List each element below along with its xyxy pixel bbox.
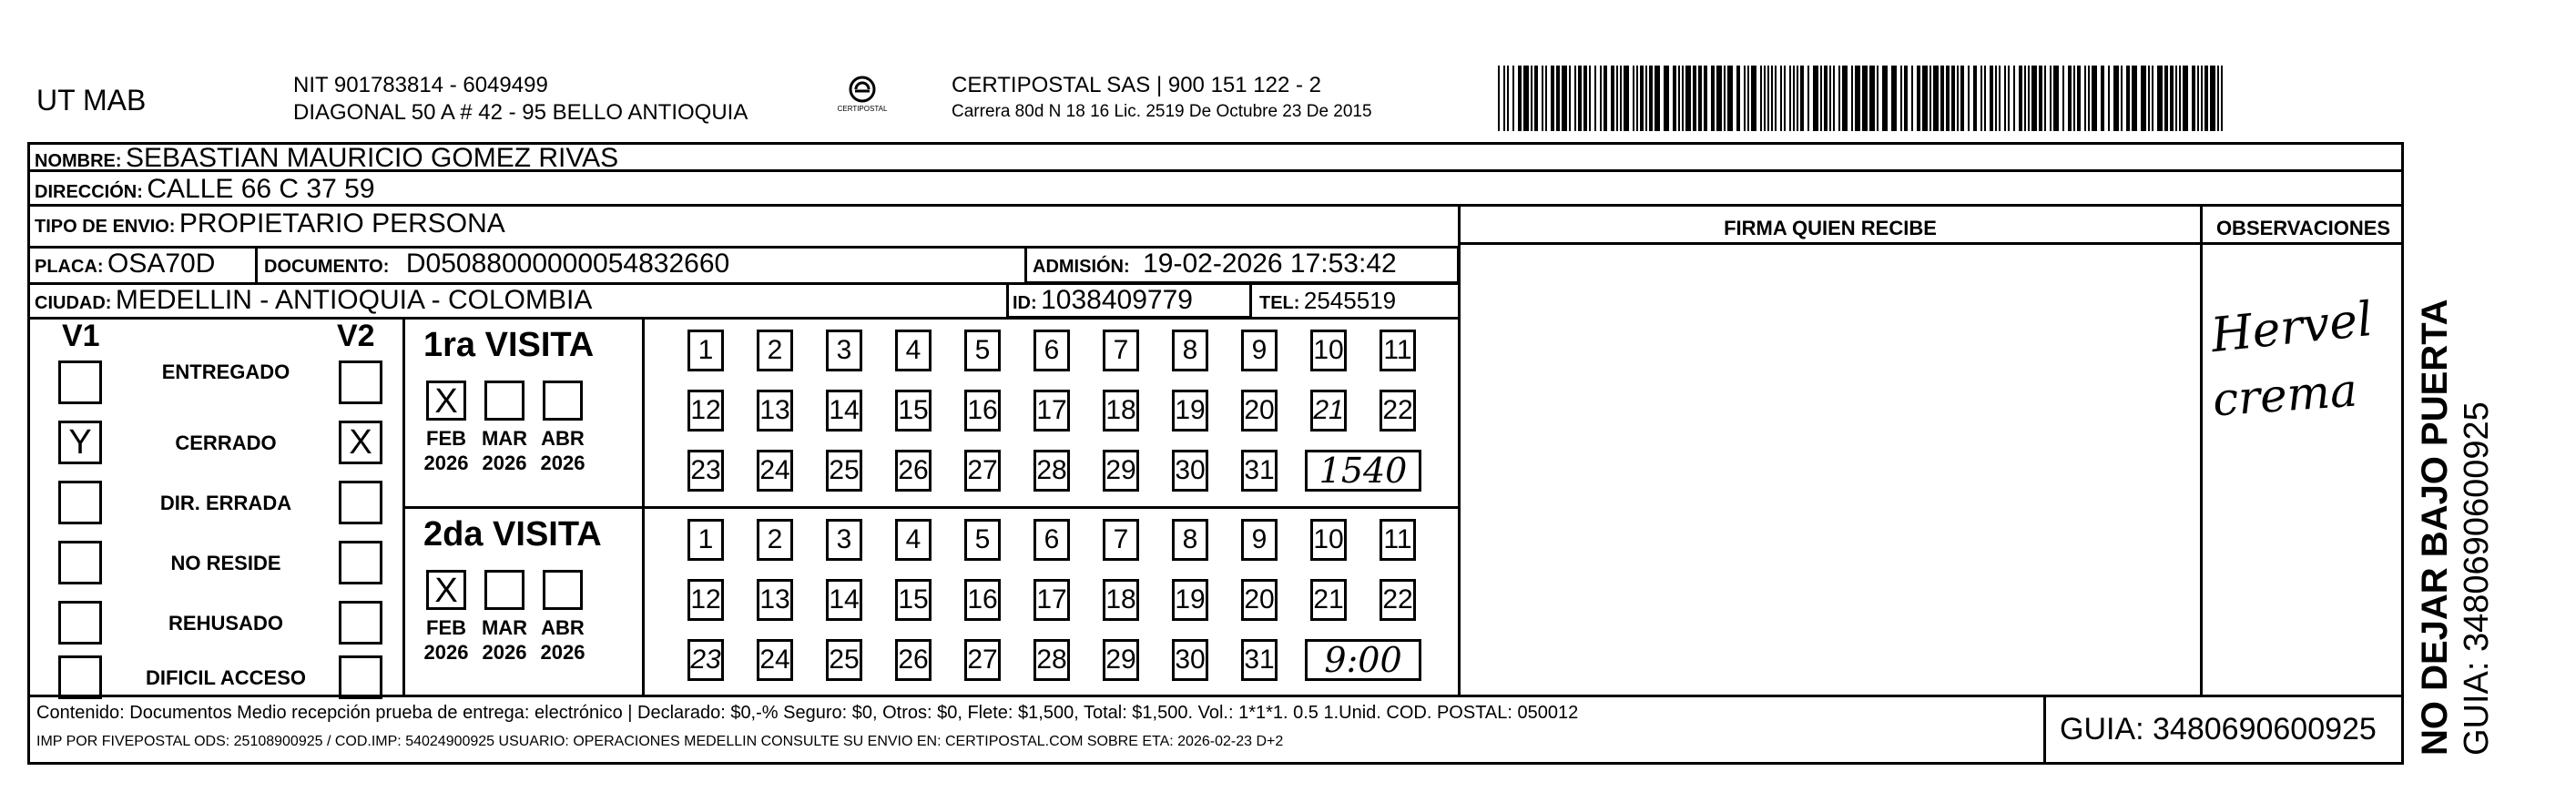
tel-field xyxy=(1259,287,1396,315)
visit2-day-box[interactable]: 30 xyxy=(1172,639,1208,681)
visit2-day-box[interactable]: 16 xyxy=(964,579,1001,621)
status-label: DIFICIL ACCESO xyxy=(145,666,306,689)
barcode-bar xyxy=(1600,66,1602,131)
v2-checkbox[interactable] xyxy=(339,655,382,699)
visit2-day-box[interactable]: 28 xyxy=(1033,639,1070,681)
barcode-bar xyxy=(1833,66,1835,131)
barcode-bar xyxy=(1862,66,1868,131)
barcode-bar xyxy=(1698,66,1702,131)
placa-label: PLACA: xyxy=(35,257,104,277)
barcode-bar xyxy=(1999,66,2001,131)
barcode-bar xyxy=(2013,66,2015,131)
visit2-day-box[interactable]: 18 xyxy=(1103,579,1139,621)
visit1-month-checkbox[interactable]: X xyxy=(426,381,466,421)
barcode-bar xyxy=(2053,66,2059,131)
admision-field xyxy=(1033,249,1397,279)
barcode-bar xyxy=(2092,66,2097,131)
status-label: ENTREGADO xyxy=(161,360,290,383)
visit1-day-box[interactable]: 30 xyxy=(1172,450,1208,492)
visit1-day-box[interactable]: 9 xyxy=(1241,330,1278,371)
barcode-bar xyxy=(2132,66,2137,131)
barcode-bar xyxy=(1869,66,1875,131)
barcode-bar xyxy=(1968,66,1970,131)
signature-area[interactable] xyxy=(1461,246,2198,692)
visit2-day-box[interactable]: 31 xyxy=(1241,639,1278,681)
visit2-month-year: 2026 xyxy=(540,641,585,664)
visit2-month-name: FEB xyxy=(426,616,466,639)
observaciones-label: OBSERVACIONES xyxy=(2215,217,2391,239)
barcode-bar xyxy=(2141,66,2146,131)
visit2-month-label xyxy=(535,615,590,665)
visit1-day-box[interactable]: 6 xyxy=(1033,330,1070,371)
barcode-bar xyxy=(1583,66,1587,131)
visit2-month-checkbox[interactable] xyxy=(543,570,583,610)
barcode-bar xyxy=(1929,66,1931,131)
barcode-bar xyxy=(1855,66,1860,131)
barcode-bar xyxy=(1716,66,1722,131)
barcode-bar xyxy=(2164,66,2168,131)
visit2-day-box[interactable]: 1 xyxy=(687,519,724,561)
barcode-bar xyxy=(2084,66,2086,131)
placa-field xyxy=(35,249,215,279)
footer-imp: IMP POR FIVEPOSTAL ODS: 25108900925 / COD.IMP: 54024900925 USUARIO: OPERACIONES MEDELLIN CONSULTE SU ENVIO EN: CERTIPOSTAL.COM SOBRE ETA: 2026-02-23 D+2 xyxy=(36,734,1284,749)
visit2-month-label xyxy=(419,615,473,665)
barcode-bar xyxy=(1693,66,1696,131)
visit1-day-box[interactable]: 1 xyxy=(687,330,724,371)
barcode-bar xyxy=(2077,66,2081,131)
side-guia: GUIA: 3480690600925 xyxy=(2458,401,2496,756)
barcode-bar xyxy=(1775,66,1777,131)
barcode-bar xyxy=(1551,66,1554,131)
barcode-bar xyxy=(1973,66,1977,131)
v2-checkbox[interactable] xyxy=(339,541,382,584)
visit2-month-name: MAR xyxy=(481,616,528,639)
v1-checkbox[interactable]: Y xyxy=(58,421,102,464)
barcode-bar xyxy=(2108,66,2110,131)
tel-value: 2545519 xyxy=(1303,287,1397,314)
barcode-bar xyxy=(1569,66,1571,131)
barcode-bar xyxy=(1882,66,1888,131)
visit1-time-box[interactable]: 1540 xyxy=(1305,450,1421,492)
row-divider xyxy=(1458,242,2404,245)
status-label: DIR. ERRADA xyxy=(159,492,292,514)
visit2-time-box[interactable]: 9:00 xyxy=(1305,639,1421,681)
visit1-title: 1ra VISITA xyxy=(423,326,595,364)
visit2-day-box[interactable]: 15 xyxy=(895,579,932,621)
barcode-bar xyxy=(1917,66,1920,131)
barcode-bar xyxy=(1503,66,1505,131)
visit2-month-checkbox[interactable]: X xyxy=(426,570,466,610)
barcode-bar xyxy=(1767,66,1769,131)
barcode-bar xyxy=(1911,66,1913,131)
barcode-bar xyxy=(2088,66,2090,131)
visit2-day-box[interactable]: 6 xyxy=(1033,519,1070,561)
id-value: 1038409779 xyxy=(1041,285,1193,315)
visit2-day-box[interactable]: 25 xyxy=(826,639,862,681)
barcode-bar xyxy=(2050,66,2052,131)
visit1-day-box[interactable]: 28 xyxy=(1033,450,1070,492)
visit1-day-box[interactable]: 7 xyxy=(1103,330,1139,371)
visit1-day-box[interactable]: 21 xyxy=(1310,390,1347,432)
documento-value: D05088000000054832660 xyxy=(405,249,730,279)
side-notice xyxy=(2413,100,2497,756)
barcode-bar xyxy=(1807,66,1809,131)
visit1-day-box[interactable]: 25 xyxy=(826,450,862,492)
visit2-day-box[interactable]: 8 xyxy=(1172,519,1208,561)
id-label: ID: xyxy=(1013,293,1037,313)
barcode-bar xyxy=(2152,66,2153,131)
barcode-bar xyxy=(1518,66,1522,131)
v2-checkbox[interactable] xyxy=(339,481,382,524)
barcode-bar xyxy=(1980,66,1982,131)
barcode-bar xyxy=(1624,66,1629,131)
visit1-day-box[interactable]: 23 xyxy=(687,450,724,492)
barcode-bar xyxy=(2221,66,2223,131)
status-label: REHUSADO xyxy=(168,612,283,635)
visit2-month-checkbox[interactable] xyxy=(484,570,524,610)
barcode-bar xyxy=(1940,66,1944,131)
visit1-day-box[interactable]: 20 xyxy=(1241,390,1278,432)
col-divider xyxy=(255,248,258,282)
barcode-bar xyxy=(1542,66,1543,131)
status-label: NO RESIDE xyxy=(170,552,281,574)
visit2-day-box[interactable]: 19 xyxy=(1172,579,1208,621)
visit2-day-box[interactable]: 26 xyxy=(895,639,932,681)
v1-checkbox[interactable] xyxy=(58,481,102,524)
barcode-bar xyxy=(1531,66,1532,131)
barcode-bar xyxy=(1556,66,1560,131)
visit2-day-box[interactable]: 13 xyxy=(757,579,793,621)
visit2-day-box[interactable]: 27 xyxy=(964,639,1001,681)
visit2-day-box[interactable]: 23 xyxy=(687,639,724,681)
visit1-day-box[interactable]: 29 xyxy=(1103,450,1139,492)
visit1-month-year: 2026 xyxy=(423,452,469,474)
visit1-day-box[interactable]: 27 xyxy=(964,450,1001,492)
barcode-bar xyxy=(1678,66,1680,131)
visit2-day-box[interactable]: 10 xyxy=(1310,519,1347,561)
barcode-bar xyxy=(1604,66,1607,131)
barcode-bar xyxy=(1736,66,1740,131)
visit1-month-checkbox[interactable] xyxy=(484,381,524,421)
barcode-bar xyxy=(2039,66,2042,131)
visit2-day-box[interactable]: 29 xyxy=(1103,639,1139,681)
visit1-day-box[interactable]: 4 xyxy=(895,330,932,371)
visit2-day-box[interactable]: 11 xyxy=(1380,519,1416,561)
id-field xyxy=(1013,285,1193,316)
visit1-day-box[interactable]: 16 xyxy=(964,390,1001,432)
barcode-bar xyxy=(1578,66,1582,131)
barcode-bar xyxy=(1640,66,1644,131)
barcode-bar xyxy=(1534,66,1538,131)
placa-value: OSA70D xyxy=(107,249,216,279)
visit1-day-box[interactable]: 26 xyxy=(895,450,932,492)
barcode-bar xyxy=(1900,66,1902,131)
barcode-bar xyxy=(2197,66,2199,131)
visit1-day-box[interactable]: 15 xyxy=(895,390,932,432)
visit1-month-label xyxy=(477,426,532,475)
barcode-bar xyxy=(1960,66,1964,131)
admision-label: ADMISIÓN: xyxy=(1033,257,1130,277)
visit2-day-box[interactable]: 21 xyxy=(1310,579,1347,621)
barcode-bar xyxy=(1842,66,1848,131)
barcode-bar xyxy=(1747,66,1749,131)
tipo-field xyxy=(35,208,505,239)
barcode-bar xyxy=(2192,66,2195,131)
documento-field xyxy=(264,249,729,279)
visit1-day-box[interactable]: 10 xyxy=(1310,330,1347,371)
barcode-bar xyxy=(1951,66,1955,131)
sender-name: UT MAB xyxy=(36,84,147,117)
barcode-bar xyxy=(1984,66,1986,131)
direccion-label: DIRECCIÓN: xyxy=(35,182,143,202)
v1-checkbox[interactable] xyxy=(58,655,102,699)
col-divider xyxy=(2200,206,2203,696)
barcode-bar xyxy=(1673,66,1676,131)
admision-value: 19-02-2026 17:53:42 xyxy=(1143,249,1397,279)
barcode-bar xyxy=(1946,66,1950,131)
ciudad-field xyxy=(35,285,592,316)
barcode-bar xyxy=(1877,66,1879,131)
v1-checkbox[interactable] xyxy=(58,360,102,404)
visit2-day-box[interactable]: 24 xyxy=(757,639,793,681)
barcode-bar xyxy=(2210,66,2215,131)
tipo-label: TIPO DE ENVIO: xyxy=(35,217,176,237)
barcode-bar xyxy=(1780,66,1782,131)
barcode xyxy=(1498,66,2226,131)
direccion-value: CALLE 66 C 37 59 xyxy=(147,174,375,204)
barcode-bar xyxy=(2175,66,2177,131)
tipo-value: PROPIETARIO PERSONA xyxy=(178,208,505,239)
barcode-bar xyxy=(1744,66,1746,131)
sender-nit: NIT 901783814 - 6049499 xyxy=(293,73,548,97)
barcode-bar xyxy=(2204,66,2208,131)
barcode-bar xyxy=(2062,66,2064,131)
documento-label: DOCUMENTO: xyxy=(264,257,390,277)
row-divider xyxy=(27,695,2404,697)
v2-checkbox[interactable]: X xyxy=(339,421,382,464)
row-divider xyxy=(27,204,2404,207)
visit1-month-label xyxy=(535,426,590,475)
barcode-bar xyxy=(1589,66,1591,131)
barcode-bar xyxy=(1574,66,1576,131)
barcode-bar xyxy=(1760,66,1762,131)
v1-checkbox[interactable] xyxy=(58,601,102,645)
barcode-bar xyxy=(1498,66,1500,131)
visit1-month-name: ABR xyxy=(541,427,585,450)
barcode-bar xyxy=(2201,66,2203,131)
visit1-month-year: 2026 xyxy=(540,452,585,474)
barcode-bar xyxy=(1727,66,1733,131)
barcode-bar xyxy=(1820,66,1822,131)
barcode-bar xyxy=(2121,66,2123,131)
visit1-day-box[interactable]: 14 xyxy=(826,390,862,432)
barcode-bar xyxy=(2179,66,2181,131)
barcode-bar xyxy=(2157,66,2163,131)
visit1-day-box[interactable]: 18 xyxy=(1103,390,1139,432)
col-divider xyxy=(2043,696,2046,765)
barcode-bar xyxy=(2217,66,2219,131)
nombre-value: SEBASTIAN MAURICIO GOMEZ RIVAS xyxy=(126,143,619,173)
company-license: Carrera 80d N 18 16 Lic. 2519 De Octubre 23 De 2015 xyxy=(952,102,1372,121)
visit2-month-year: 2026 xyxy=(482,641,527,664)
barcode-bar xyxy=(1824,66,1828,131)
barcode-bar xyxy=(1784,66,1786,131)
visit1-month-label xyxy=(419,426,473,475)
barcode-bar xyxy=(1649,66,1653,131)
barcode-bar xyxy=(1655,66,1660,131)
barcode-bar xyxy=(2044,66,2046,131)
barcode-bar xyxy=(2073,66,2075,131)
barcode-bar xyxy=(1682,66,1684,131)
barcode-bar xyxy=(2004,66,2006,131)
v2-header: V2 xyxy=(337,319,375,353)
barcode-bar xyxy=(1891,66,1897,131)
barcode-bar xyxy=(1793,66,1795,131)
direccion-field xyxy=(35,174,375,205)
v2-checkbox[interactable] xyxy=(339,360,382,404)
barcode-bar xyxy=(1523,66,1529,131)
barcode-bar xyxy=(1990,66,1993,131)
barcode-bar xyxy=(1829,66,1831,131)
visit2-day-box[interactable]: 14 xyxy=(826,579,862,621)
visit2-title: 2da VISITA xyxy=(423,515,602,553)
barcode-bar xyxy=(1933,66,1939,131)
visit2-day-box[interactable]: 22 xyxy=(1380,579,1416,621)
visit1-day-box[interactable]: 19 xyxy=(1172,390,1208,432)
barcode-bar xyxy=(1616,66,1618,131)
barcode-bar xyxy=(2028,66,2030,131)
visit1-day-box[interactable]: 31 xyxy=(1241,450,1278,492)
barcode-bar xyxy=(2113,66,2119,131)
visit1-month-year: 2026 xyxy=(482,452,527,474)
visit1-day-box[interactable]: 2 xyxy=(757,330,793,371)
barcode-bar xyxy=(2031,66,2037,131)
visit1-day-box[interactable]: 8 xyxy=(1172,330,1208,371)
v1-header: V1 xyxy=(62,319,100,353)
barcode-bar xyxy=(1594,66,1596,131)
barcode-bar xyxy=(2183,66,2188,131)
visit1-day-box[interactable]: 22 xyxy=(1380,390,1416,432)
barcode-bar xyxy=(2170,66,2174,131)
svg-text:CERTIPOSTAL: CERTIPOSTAL xyxy=(837,105,888,113)
visit2-day-box[interactable]: 20 xyxy=(1241,579,1278,621)
nombre-label: NOMBRE: xyxy=(35,151,122,171)
visit1-day-box[interactable]: 17 xyxy=(1033,390,1070,432)
barcode-bar xyxy=(1851,66,1853,131)
visit1-day-box[interactable]: 5 xyxy=(964,330,1001,371)
barcode-bar xyxy=(2101,66,2104,131)
nombre-field xyxy=(35,143,618,174)
side-no-dejar: NO DEJAR BAJO PUERTA xyxy=(2415,299,2455,756)
barcode-bar xyxy=(1922,66,1928,131)
ciudad-value: MEDELLIN - ANTIOQUIA - COLOMBIA xyxy=(115,285,593,315)
visit2-day-box[interactable]: 3 xyxy=(826,519,862,561)
barcode-bar xyxy=(1789,66,1791,131)
visit2-day-box[interactable]: 7 xyxy=(1103,519,1139,561)
barcode-bar xyxy=(2148,66,2150,131)
company-name: CERTIPOSTAL SAS | 900 151 122 - 2 xyxy=(952,73,1321,97)
visit1-day-box[interactable]: 12 xyxy=(687,390,724,432)
barcode-bar xyxy=(1957,66,1959,131)
barcode-bar xyxy=(1685,66,1691,131)
barcode-bar xyxy=(1724,66,1726,131)
visit2-day-box[interactable]: 17 xyxy=(1033,579,1070,621)
barcode-bar xyxy=(1545,66,1547,131)
barcode-bar xyxy=(1512,66,1514,131)
barcode-bar xyxy=(1620,66,1622,131)
barcode-bar xyxy=(1562,66,1567,131)
v1-checkbox[interactable] xyxy=(58,541,102,584)
tel-label: TEL: xyxy=(1259,293,1300,313)
barcode-bar xyxy=(1995,66,1997,131)
v2-checkbox[interactable] xyxy=(339,601,382,645)
barcode-bar xyxy=(1764,66,1766,131)
barcode-bar xyxy=(1771,66,1773,131)
row-divider xyxy=(402,506,1459,509)
barcode-bar xyxy=(2126,66,2130,131)
barcode-bar xyxy=(1813,66,1818,131)
visit1-day-box[interactable]: 13 xyxy=(757,390,793,432)
barcode-bar xyxy=(2068,66,2072,131)
ciudad-label: CIUDAD: xyxy=(35,293,112,313)
visit1-day-box[interactable]: 24 xyxy=(757,450,793,492)
visit2-day-box[interactable]: 4 xyxy=(895,519,932,561)
barcode-bar xyxy=(1633,66,1634,131)
barcode-bar xyxy=(1704,66,1707,131)
barcode-bar xyxy=(1711,66,1715,131)
barcode-bar xyxy=(1664,66,1669,131)
visit2-day-box[interactable]: 12 xyxy=(687,579,724,621)
footer-contenido: Contenido: Documentos Medio recepción prueba de entrega: electrónico | Declarado: $0,-% Seguro: $0, Otros: $0, Flete: $1,500, Total: $1,500. Vol.: 1*1*1. 0.5 1.Unid. COD. POSTAL: 050012 xyxy=(36,703,1579,723)
visit2-month-year: 2026 xyxy=(423,641,469,664)
barcode-bar xyxy=(1904,66,1908,131)
visit1-day-box[interactable]: 11 xyxy=(1380,330,1416,371)
visit2-month-name: ABR xyxy=(541,616,585,639)
barcode-bar xyxy=(1797,66,1798,131)
barcode-bar xyxy=(2008,66,2010,131)
visit1-month-name: MAR xyxy=(481,427,528,450)
visit2-day-box[interactable]: 2 xyxy=(757,519,793,561)
barcode-bar xyxy=(1751,66,1756,131)
barcode-bar xyxy=(1838,66,1840,131)
visit2-day-box[interactable]: 9 xyxy=(1241,519,1278,561)
barcode-bar xyxy=(2019,66,2022,131)
visit1-month-name: FEB xyxy=(426,427,466,450)
observaciones-note-1: Hervel xyxy=(2208,291,2376,364)
firma-label: FIRMA QUIEN RECIBE xyxy=(1724,217,1937,239)
visit2-month-label xyxy=(477,615,532,665)
barcode-bar xyxy=(1507,66,1509,131)
barcode-bar xyxy=(2024,66,2026,131)
barcode-bar xyxy=(1645,66,1647,131)
visit1-day-box[interactable]: 3 xyxy=(826,330,862,371)
visit2-day-box[interactable]: 5 xyxy=(964,519,1001,561)
observaciones-note-2: crema xyxy=(2211,363,2359,427)
certipostal-logo xyxy=(830,71,894,117)
footer-guia: GUIA: 3480690600925 xyxy=(2060,712,2377,746)
visit1-month-checkbox[interactable] xyxy=(543,381,583,421)
barcode-bar xyxy=(1800,66,1804,131)
sender-address: DIAGONAL 50 A # 42 - 95 BELLO ANTIOQUIA xyxy=(293,100,748,125)
barcode-bar xyxy=(1611,66,1614,131)
barcode-bar xyxy=(1636,66,1638,131)
status-label: CERRADO xyxy=(175,432,277,454)
row-divider xyxy=(27,317,1459,320)
